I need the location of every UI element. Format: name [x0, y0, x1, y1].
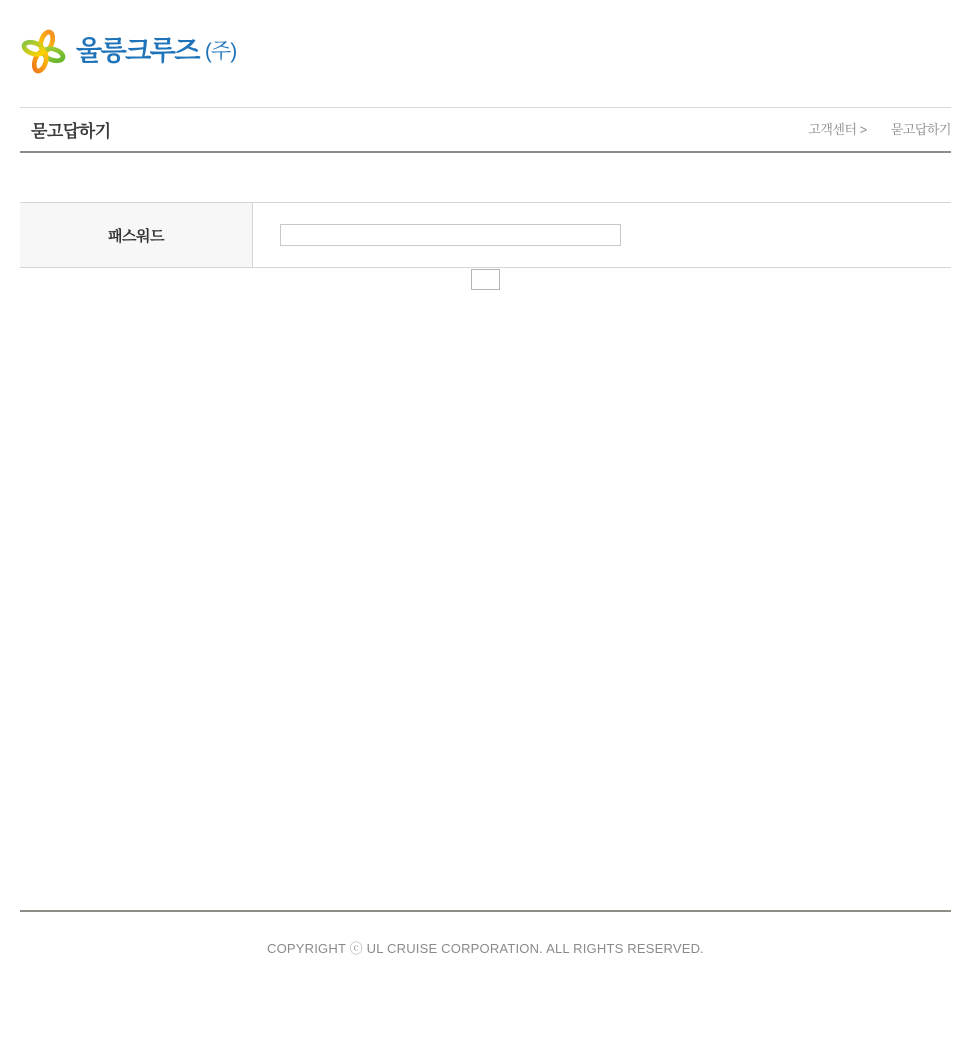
- site-footer: [20, 910, 951, 957]
- submit-row: [0, 269, 970, 290]
- logo-wordmark: 울릉크루즈: [76, 35, 199, 66]
- logo-suffix: (주): [204, 39, 237, 63]
- logo[interactable]: [20, 27, 236, 76]
- password-label: 패스워드: [20, 203, 253, 267]
- pinwheel-flower-icon: [20, 27, 67, 76]
- page-title: 묻고답하기: [31, 122, 111, 141]
- site-header: [20, 26, 970, 76]
- page-titlebar: [20, 107, 951, 153]
- password-form-table: [20, 202, 951, 268]
- password-input-cell: [253, 203, 951, 267]
- copyright-text: COPYRIGHT ⓒ UL CRUISE CORPORATION. ALL RIGHTS RESERVED.: [267, 941, 704, 956]
- breadcrumb-current: 묻고답하기: [890, 122, 951, 137]
- breadcrumb: [808, 119, 951, 140]
- password-input[interactable]: [280, 224, 621, 246]
- breadcrumb-parent[interactable]: 고객센터 >: [808, 122, 867, 137]
- submit-button[interactable]: [471, 269, 500, 290]
